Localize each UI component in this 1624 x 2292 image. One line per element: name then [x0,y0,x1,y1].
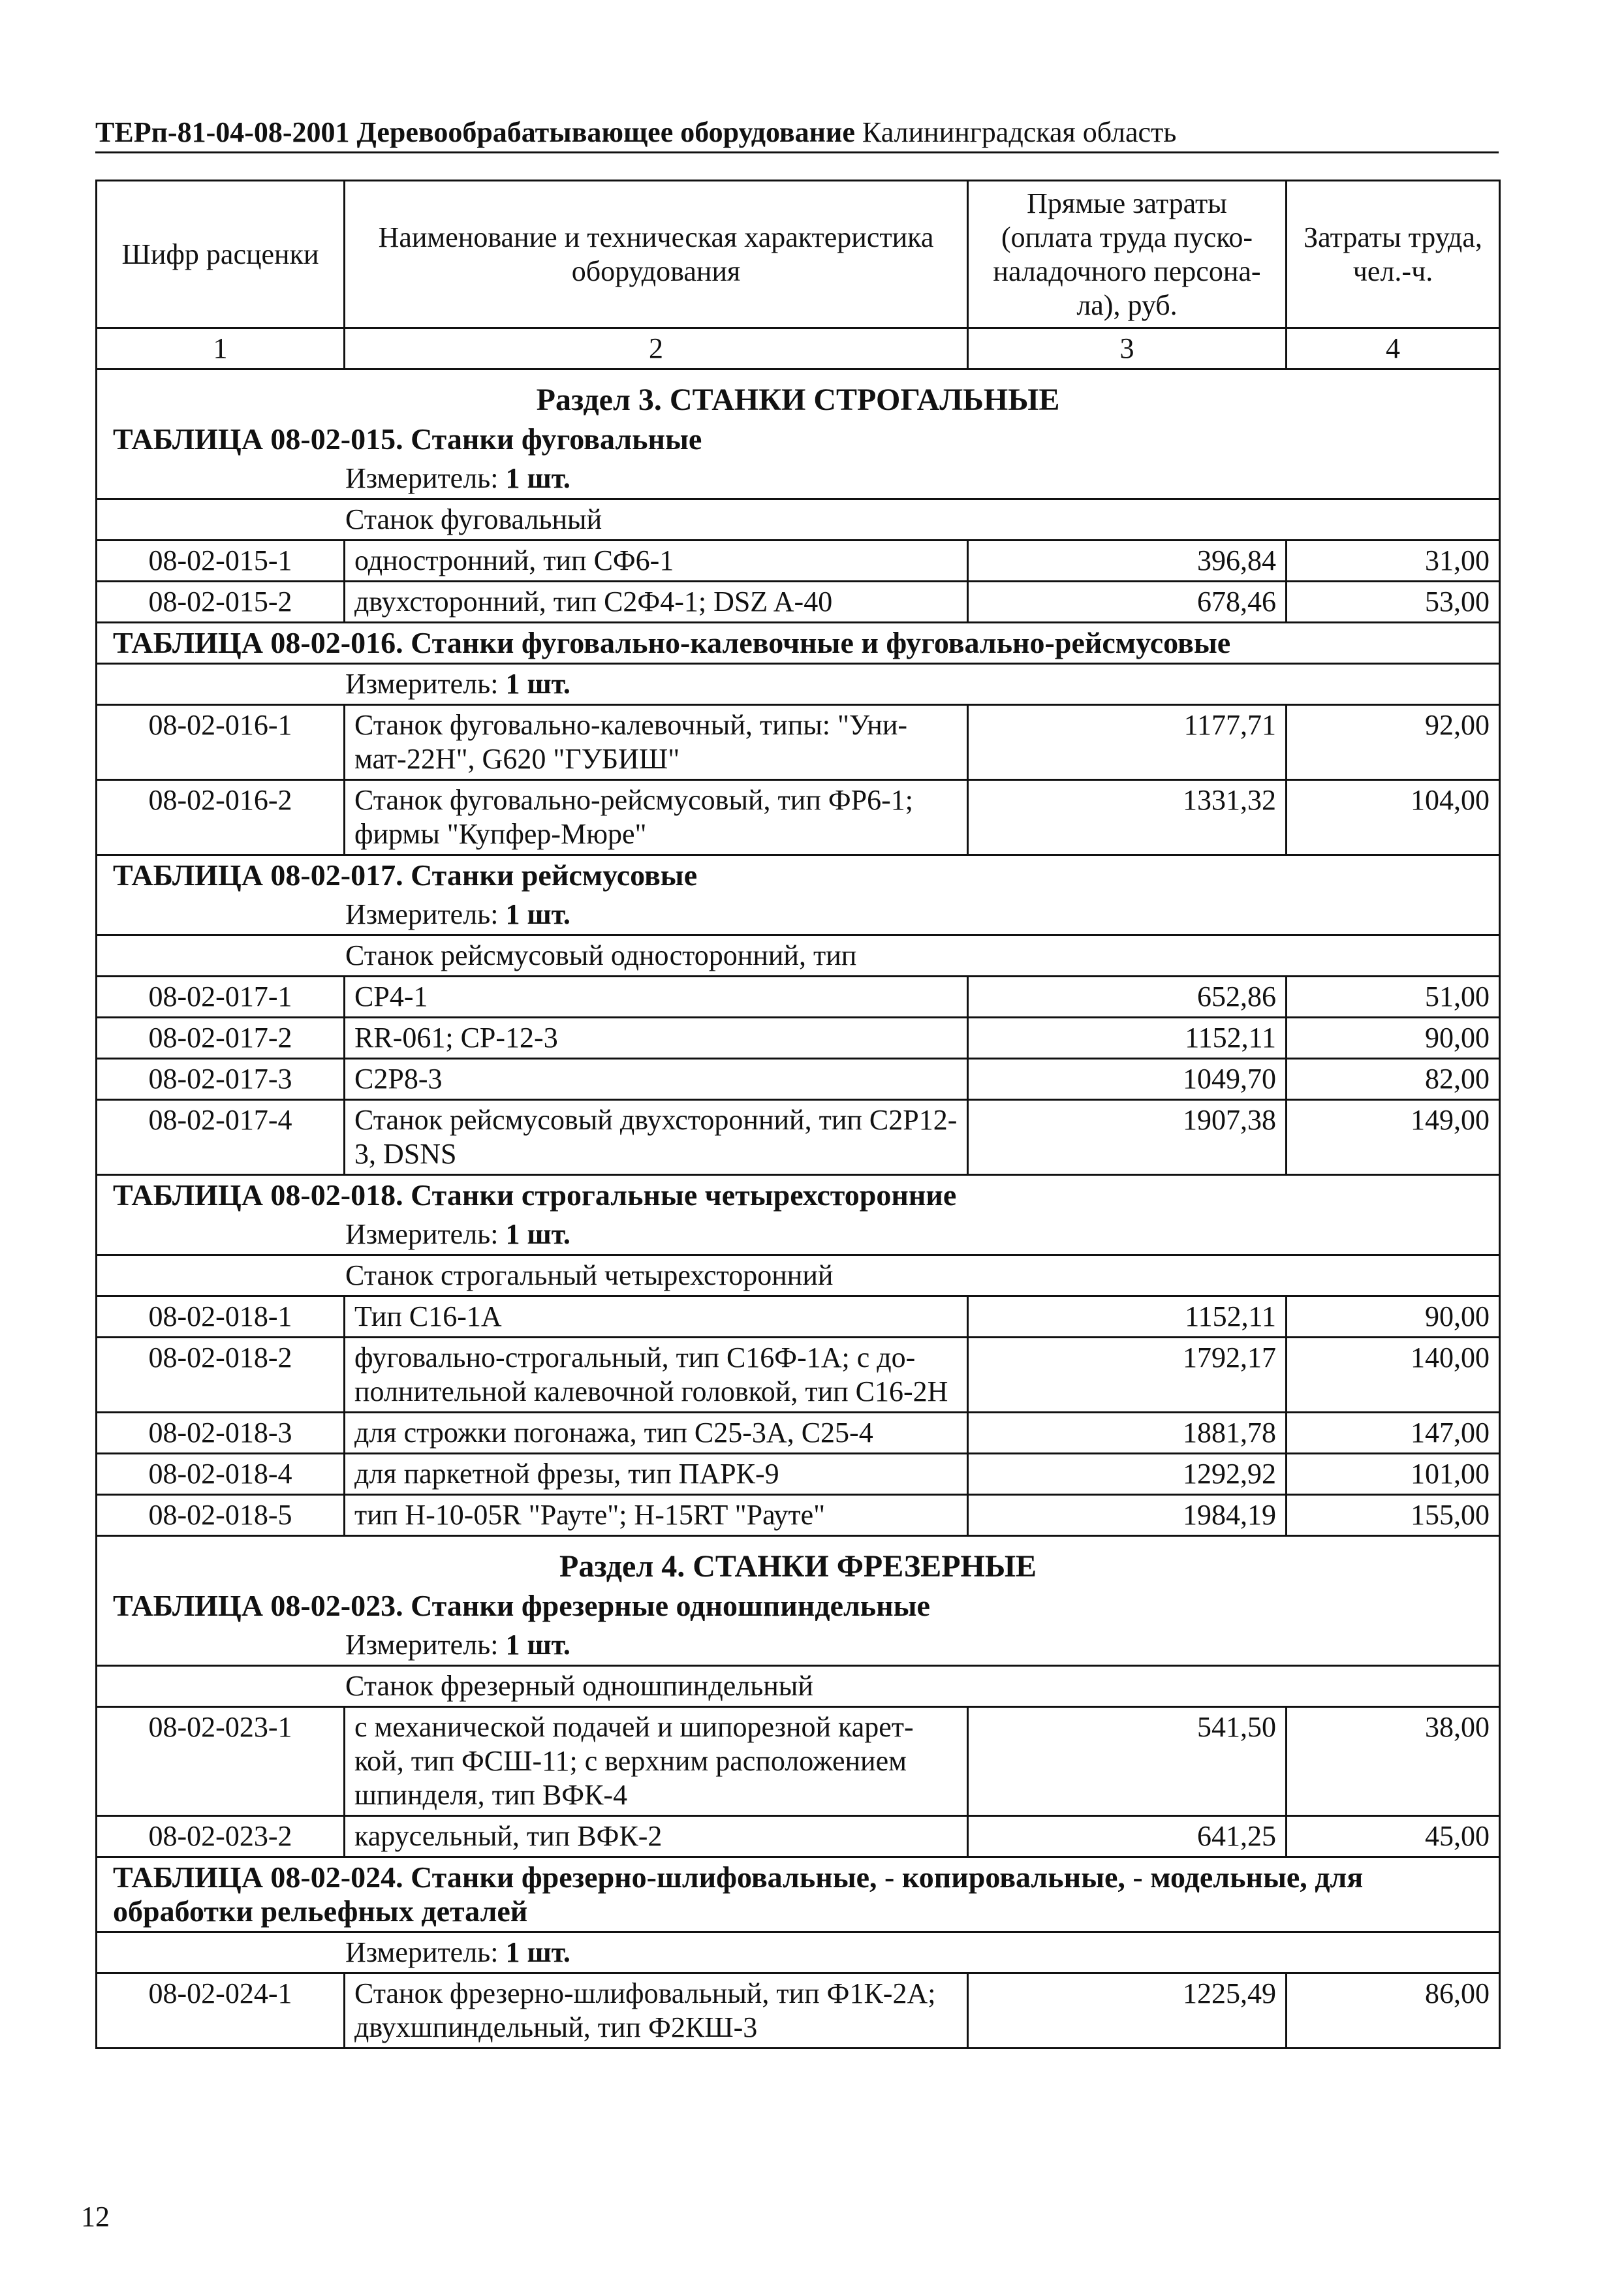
table-row [97,1495,1500,1536]
group-subheading: Станок фуговальный [97,499,1500,541]
labor-cost: 51,00 [1287,977,1500,1018]
measure-label: Измеритель: [345,1936,499,1968]
rate-code: 08-02-016-2 [97,780,345,855]
rate-code: 08-02-017-3 [97,1059,345,1100]
labor-cost: 90,00 [1287,1018,1500,1059]
measure-label: Измеритель: [345,1629,499,1661]
price-table [95,180,1501,2049]
direct-cost: 396,84 [968,541,1287,582]
direct-cost: 1177,71 [968,705,1287,780]
col-number: 3 [968,328,1287,369]
direct-cost: 678,46 [968,582,1287,623]
equipment-name: тип Н-10-05R "Рауте"; Н-15RT "Рауте" [345,1495,968,1536]
document-header [95,116,1499,149]
measure-line [97,1215,1500,1255]
direct-cost: 641,25 [968,1816,1287,1857]
direct-cost: 1292,92 [968,1454,1287,1495]
section-title: Раздел 4. СТАНКИ ФРЕЗЕРНЫЕ [97,1536,1500,1587]
table-row [97,1816,1500,1857]
direct-cost: 1225,49 [968,1973,1287,2049]
table-row [97,541,1500,582]
col-header-code: Шифр расценки [97,181,345,328]
rate-code: 08-02-023-2 [97,1816,345,1857]
table-row [97,1338,1500,1413]
equipment-name: с механической подачей и шипорезной карет-кой, тип ФСШ-11; с верхним расположением шпинделя, тип ВФК-4 [345,1707,968,1816]
direct-cost: 1984,19 [968,1495,1287,1536]
document-region: Калининградская область [862,116,1177,148]
table-title: ТАБЛИЦА 08-02-017. Станки рейсмусовые [97,855,1500,896]
direct-cost: 541,50 [968,1707,1287,1816]
labor-cost: 82,00 [1287,1059,1500,1100]
labor-cost: 147,00 [1287,1413,1500,1454]
equipment-name: Станок фрезерно-шлифовальный, тип Ф1К-2А; двухшпиндельный, тип Ф2КШ-3 [345,1973,968,2049]
labor-cost: 92,00 [1287,705,1500,780]
table-row [97,582,1500,623]
group-subheading: Станок рейсмусовый односторонний, тип [97,935,1500,977]
direct-cost: 1049,70 [968,1059,1287,1100]
direct-cost: 1907,38 [968,1100,1287,1175]
equipment-name: для паркетной фрезы, тип ПАРК-9 [345,1454,968,1495]
labor-cost: 38,00 [1287,1707,1500,1816]
direct-cost: 652,86 [968,977,1287,1018]
rate-code: 08-02-018-3 [97,1413,345,1454]
labor-cost: 53,00 [1287,582,1500,623]
measure-value: 1 шт. [505,898,570,930]
header-divider [95,151,1499,153]
table-row [97,705,1500,780]
labor-cost: 31,00 [1287,541,1500,582]
rate-code: 08-02-018-1 [97,1296,345,1338]
direct-cost: 1881,78 [968,1413,1287,1454]
equipment-name: СР4-1 [345,977,968,1018]
measure-value: 1 шт. [505,1629,570,1661]
rate-code: 08-02-017-1 [97,977,345,1018]
group-subheading: Станок фрезерный одношпиндельный [97,1666,1500,1707]
measure-label: Измеритель: [345,462,499,494]
labor-cost: 101,00 [1287,1454,1500,1495]
rate-code: 08-02-017-2 [97,1018,345,1059]
table-row [97,780,1500,855]
labor-cost: 155,00 [1287,1495,1500,1536]
labor-cost: 45,00 [1287,1816,1500,1857]
col-header-cost: Прямые затраты (оплата труда пуско-наладочного персона-ла), руб. [968,181,1287,328]
table-title: ТАБЛИЦА 08-02-023. Станки фрезерные одношпиндельные [97,1586,1500,1625]
labor-cost: 104,00 [1287,780,1500,855]
col-number: 4 [1287,328,1500,369]
measure-label: Измеритель: [345,898,499,930]
group-subheading: Станок строгальный четырехсторонний [97,1255,1500,1296]
table-row [97,1018,1500,1059]
measure-value: 1 шт. [505,462,570,494]
measure-line [97,664,1500,705]
equipment-name: Станок рейсмусовый двухсторонний, тип С2Р12-3, DSNS [345,1100,968,1175]
measure-line [97,1625,1500,1666]
rate-code: 08-02-018-5 [97,1495,345,1536]
equipment-name: фуговально-строгальный, тип С16Ф-1А; с до-полнительной калевочной головкой, тип С16-2Н [345,1338,968,1413]
col-number: 1 [97,328,345,369]
equipment-name: для строжки погонажа, тип С25-3А, С25-4 [345,1413,968,1454]
equipment-name: Тип С16-1А [345,1296,968,1338]
rate-code: 08-02-018-2 [97,1338,345,1413]
measure-line [97,1932,1500,1973]
measure-label: Измеритель: [345,668,499,700]
measure-value: 1 шт. [505,1936,570,1968]
table-title: ТАБЛИЦА 08-02-024. Станки фрезерно-шлифовальные, - копировальные, - модельные, для обработки рельефных деталей [97,1857,1500,1932]
table-row [97,1296,1500,1338]
direct-cost: 1792,17 [968,1338,1287,1413]
labor-cost: 149,00 [1287,1100,1500,1175]
equipment-name: RR-061; СР-12-3 [345,1018,968,1059]
measure-label: Измеритель: [345,1218,499,1250]
table-title: ТАБЛИЦА 08-02-016. Станки фуговально-калевочные и фуговально-рейсмусовые [97,623,1500,664]
direct-cost: 1331,32 [968,780,1287,855]
table-title: ТАБЛИЦА 08-02-018. Станки строгальные четырехсторонние [97,1175,1500,1216]
rate-code: 08-02-017-4 [97,1100,345,1175]
table-row [97,1413,1500,1454]
measure-value: 1 шт. [505,668,570,700]
header-row [97,181,1500,328]
column-number-row [97,328,1500,369]
rate-code: 08-02-018-4 [97,1454,345,1495]
equipment-name: двухсторонний, тип С2Ф4-1; DSZ A-40 [345,582,968,623]
rate-code: 08-02-015-1 [97,541,345,582]
equipment-name: одностронний, тип СФ6-1 [345,541,968,582]
rate-code: 08-02-023-1 [97,1707,345,1816]
table-row [97,1707,1500,1816]
col-header-name: Наименование и техническая характеристика оборудования [345,181,968,328]
table-row [97,1454,1500,1495]
col-number: 2 [345,328,968,369]
measure-value: 1 шт. [505,1218,570,1250]
equipment-name: карусельный, тип ВФК-2 [345,1816,968,1857]
labor-cost: 140,00 [1287,1338,1500,1413]
equipment-name: С2Р8-3 [345,1059,968,1100]
table-row [97,977,1500,1018]
equipment-name: Станок фуговально-калевочный, типы: "Уни-мат-22Н", G620 "ГУБИШ" [345,705,968,780]
labor-cost: 86,00 [1287,1973,1500,2049]
equipment-name: Станок фуговально-рейсмусовый, тип ФР6-1; фирмы "Купфер-Мюре" [345,780,968,855]
measure-line [97,895,1500,935]
labor-cost: 90,00 [1287,1296,1500,1338]
measure-line [97,459,1500,499]
section-title: Раздел 3. СТАНКИ СТРОГАЛЬНЫЕ [97,369,1500,420]
document-code: ТЕРп-81-04-08-2001 Деревообрабатывающее оборудование [95,116,855,148]
col-header-labor: Затраты труда, чел.-ч. [1287,181,1500,328]
rate-code: 08-02-016-1 [97,705,345,780]
direct-cost: 1152,11 [968,1296,1287,1338]
table-row [97,1059,1500,1100]
rate-code: 08-02-024-1 [97,1973,345,2049]
direct-cost: 1152,11 [968,1018,1287,1059]
table-row [97,1973,1500,2049]
page-number: 12 [81,2201,110,2233]
table-title: ТАБЛИЦА 08-02-015. Станки фуговальные [97,420,1500,459]
table-row [97,1100,1500,1175]
rate-code: 08-02-015-2 [97,582,345,623]
